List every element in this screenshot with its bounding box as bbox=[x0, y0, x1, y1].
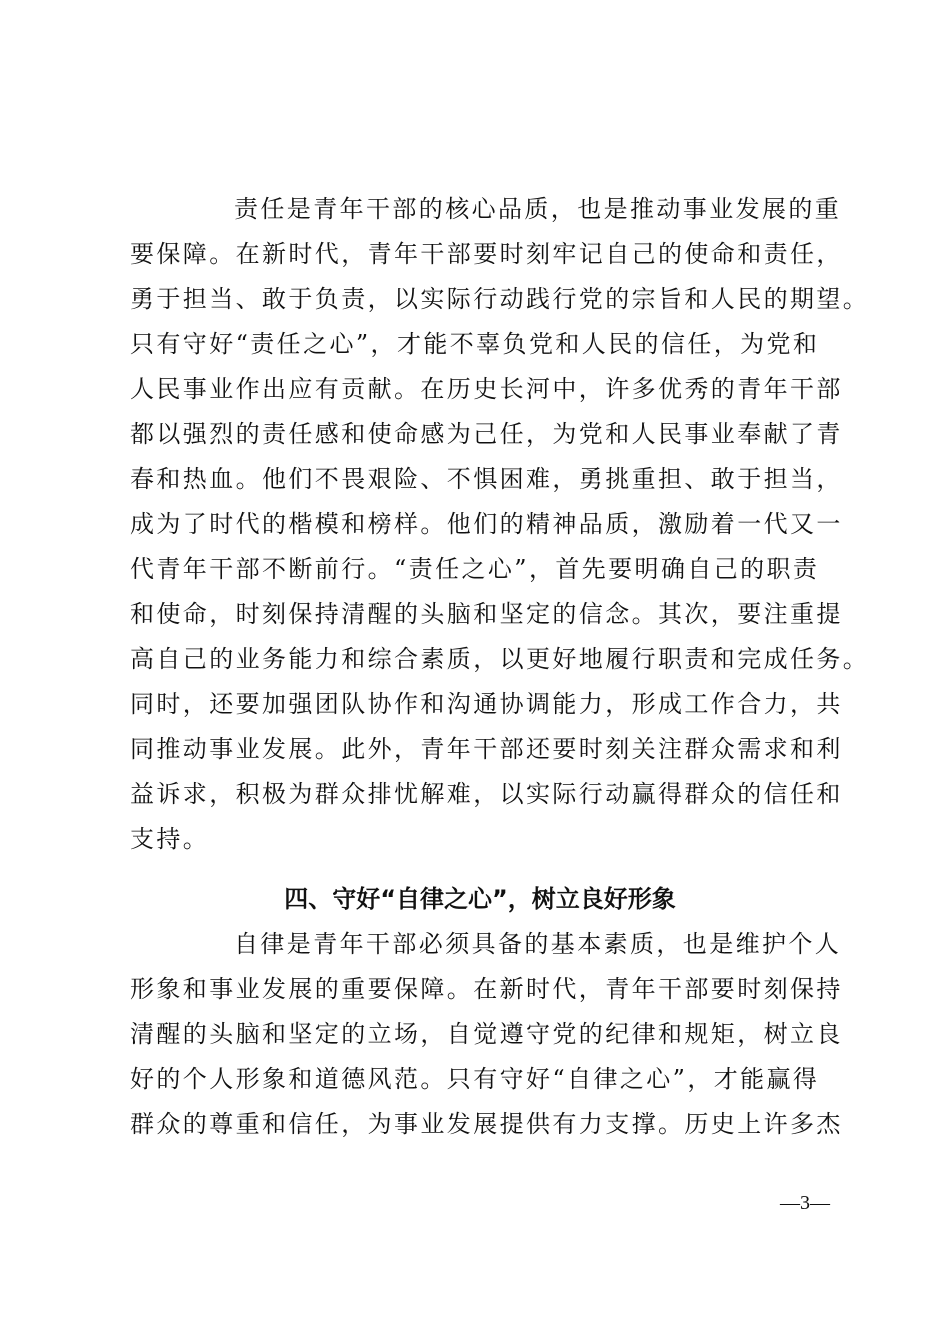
paragraph-line: 同推动事业发展。此外，青年干部还要时刻关注群众需求和利 bbox=[130, 735, 843, 763]
paragraph-line: 清醒的头脑和坚定的立场，自觉遵守党的纪律和规矩，树立良 bbox=[130, 1020, 843, 1048]
paragraph-line: 勇于担当、敢于负责，以实际行动践行党的宗旨和人民的期望。 bbox=[130, 285, 870, 313]
section-heading: 四、守好“自律之心”，树立良好形象 bbox=[284, 885, 676, 913]
paragraph-line: 成为了时代的楷模和榜样。他们的精神品质，激励着一代又一 bbox=[130, 510, 843, 538]
paragraph-line: 要保障。在新时代，青年干部要时刻牢记自己的使命和责任， bbox=[130, 240, 843, 268]
paragraph-line: 群众的尊重和信任，为事业发展提供有力支撑。历史上许多杰 bbox=[130, 1110, 843, 1138]
paragraph-line: 形象和事业发展的重要保障。在新时代，青年干部要时刻保持 bbox=[130, 975, 843, 1003]
paragraph-line: 自律是青年干部必须具备的基本素质，也是维护个人 bbox=[234, 930, 842, 958]
paragraph-line: 只有守好“责任之心”，才能不辜负党和人民的信任，为党和 bbox=[130, 330, 820, 358]
paragraph-line: 益诉求，积极为群众排忧解难，以实际行动赢得群众的信任和 bbox=[130, 780, 843, 808]
paragraph-line: 都以强烈的责任感和使命感为己任，为党和人民事业奉献了青 bbox=[130, 420, 843, 448]
paragraph-line: 代青年干部不断前行。“责任之心”，首先要明确自己的职责 bbox=[130, 555, 820, 583]
paragraph-line: 高自己的业务能力和综合素质，以更好地履行职责和完成任务。 bbox=[130, 645, 870, 673]
paragraph-line: 好的个人形象和道德风范。只有守好“自律之心”，才能赢得 bbox=[130, 1065, 820, 1093]
paragraph-line: 和使命，时刻保持清醒的头脑和坚定的信念。其次，要注重提 bbox=[130, 600, 843, 628]
paragraph-line: 责任是青年干部的核心品质，也是推动事业发展的重 bbox=[234, 195, 842, 223]
paragraph-line: 支持。 bbox=[130, 825, 210, 853]
paragraph-line: 春和热血。他们不畏艰险、不惧困难，勇挑重担、敢于担当， bbox=[130, 465, 843, 493]
page-number: —3— bbox=[780, 1192, 830, 1214]
paragraph-line: 同时，还要加强团队协作和沟通协调能力，形成工作合力，共 bbox=[130, 690, 843, 718]
paragraph-line: 人民事业作出应有贡献。在历史长河中，许多优秀的青年干部 bbox=[130, 375, 843, 403]
